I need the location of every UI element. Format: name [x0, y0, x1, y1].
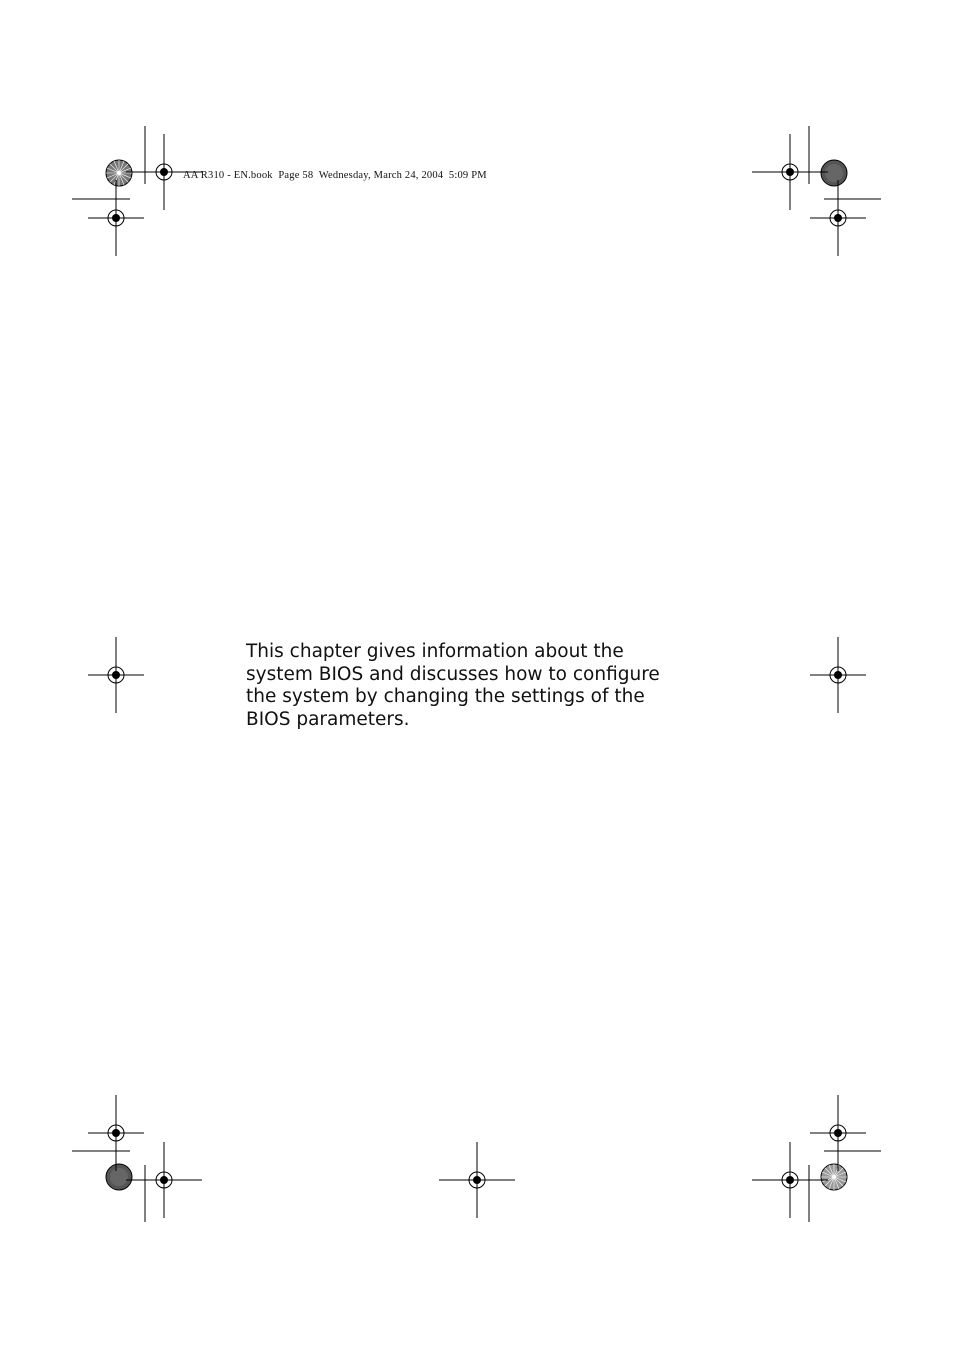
registration-mark-icon — [808, 635, 868, 715]
paragraph-line: BIOS parameters. — [246, 708, 410, 730]
registration-mark-icon — [750, 1140, 830, 1220]
paragraph-line: This chapter gives information about the — [246, 641, 624, 662]
paragraph-line: system BIOS and discusses how to configure — [246, 663, 660, 685]
registration-mark-icon — [86, 178, 146, 258]
registration-mark-icon — [86, 635, 146, 715]
print-slug: AA R310 - EN.book Page 58 Wednesday, March 24, 2004 5:09 PM — [183, 170, 487, 181]
registration-mark-icon — [808, 178, 868, 258]
registration-mark-icon — [124, 1140, 204, 1220]
paragraph-line: the system by changing the settings of the — [246, 686, 645, 708]
registration-mark-icon — [437, 1140, 517, 1220]
chapter-intro-paragraph — [246, 641, 666, 731]
